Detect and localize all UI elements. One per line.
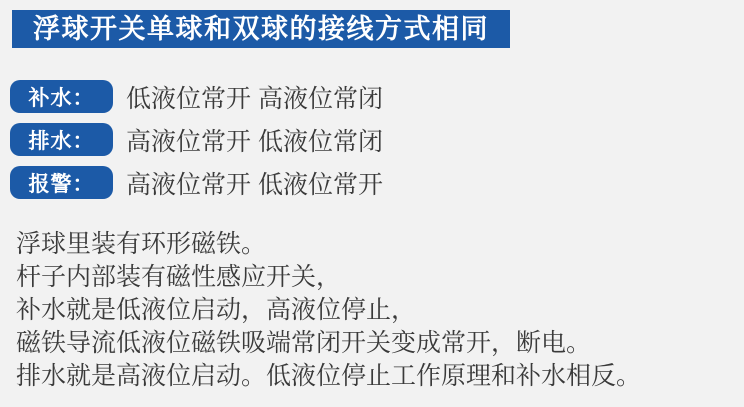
paragraph-line-1: 浮球里装有环形磁铁。 bbox=[16, 231, 267, 258]
header-banner bbox=[12, 10, 510, 48]
row-water-supply bbox=[10, 80, 744, 113]
row-alarm-text: 高液位常开 低液位常开 bbox=[126, 170, 383, 199]
badge-water-supply: 补水： bbox=[10, 80, 113, 113]
page-title: 浮球开关单球和双球的接线方式相同 bbox=[33, 14, 489, 44]
row-drainage bbox=[10, 123, 744, 156]
badge-alarm: 报警： bbox=[10, 166, 113, 199]
row-alarm bbox=[10, 166, 744, 199]
badge-drainage: 排水： bbox=[10, 123, 113, 156]
row-drainage-text: 高液位常开 低液位常闭 bbox=[126, 127, 383, 156]
wiring-mode-list bbox=[10, 80, 744, 199]
paragraph-line-4: 磁铁导流低液位磁铁吸端常闭开关变成常开，断电。 bbox=[16, 330, 592, 357]
row-water-supply-text: 低液位常开 高液位常闭 bbox=[126, 84, 383, 113]
paragraph-line-3: 补水就是低液位启动，高液位停止， bbox=[16, 297, 417, 324]
paragraph-line-2: 杆子内部装有磁性感应开关， bbox=[16, 264, 342, 291]
paragraph-line-5: 排水就是高液位启动。低液位停止工作原理和补水相反。 bbox=[16, 363, 642, 390]
description-paragraph bbox=[16, 228, 744, 393]
